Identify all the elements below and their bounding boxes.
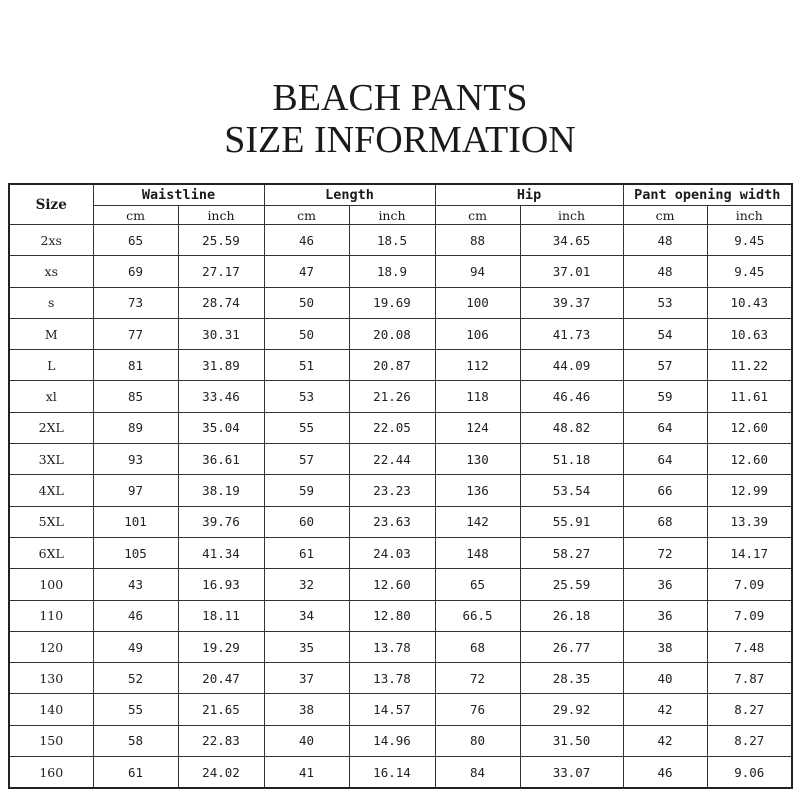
measurement-cell: 55.91 [520,506,623,537]
measurement-cell: 24.02 [178,757,264,789]
size-cell: xs [9,256,93,287]
measurement-cell: 66 [623,475,707,506]
measurement-cell: 25.59 [520,569,623,600]
measurement-cell: 94 [435,256,520,287]
measurement-cell: 61 [93,757,178,789]
measurement-cell: 84 [435,757,520,789]
measurement-cell: 41.34 [178,537,264,568]
measurement-cell: 72 [623,537,707,568]
size-cell: 100 [9,569,93,600]
header-row-groups [9,184,792,206]
measurement-cell: 19.69 [349,287,435,318]
size-cell: 3XL [9,444,93,475]
measurement-cell: 22.44 [349,444,435,475]
measurement-cell: 48 [623,225,707,256]
measurement-cell: 105 [93,537,178,568]
unit-header: cm [623,206,707,225]
measurement-cell: 68 [623,506,707,537]
measurement-cell: 14.57 [349,694,435,725]
measurement-cell: 28.74 [178,287,264,318]
measurement-cell: 48.82 [520,412,623,443]
measurement-cell: 22.05 [349,412,435,443]
measurement-cell: 148 [435,537,520,568]
measurement-cell: 81 [93,350,178,381]
page-title [0,77,800,161]
size-cell: 120 [9,631,93,662]
measurement-cell: 51.18 [520,444,623,475]
size-cell: 150 [9,725,93,756]
measurement-cell: 101 [93,506,178,537]
measurement-cell: 11.61 [707,381,792,412]
measurement-cell: 46 [93,600,178,631]
measurement-cell: 38 [623,631,707,662]
measurement-cell: 29.92 [520,694,623,725]
measurement-cell: 36 [623,600,707,631]
table-row [9,412,792,443]
unit-header: inch [707,206,792,225]
size-cell: 160 [9,757,93,789]
measurement-cell: 39.37 [520,287,623,318]
size-cell: 6XL [9,537,93,568]
measurement-cell: 48 [623,256,707,287]
measurement-cell: 8.27 [707,725,792,756]
measurement-cell: 72 [435,663,520,694]
size-cell: 2xs [9,225,93,256]
measurement-cell: 142 [435,506,520,537]
measurement-cell: 16.93 [178,569,264,600]
measurement-cell: 65 [435,569,520,600]
measurement-cell: 66.5 [435,600,520,631]
title-line-1: BEACH PANTS [272,77,528,119]
measurement-cell: 60 [264,506,349,537]
measurement-cell: 46 [264,225,349,256]
measurement-cell: 12.60 [707,444,792,475]
measurement-cell: 20.87 [349,350,435,381]
measurement-cell: 55 [264,412,349,443]
measurement-cell: 55 [93,694,178,725]
measurement-cell: 26.18 [520,600,623,631]
table-row [9,725,792,756]
measurement-cell: 124 [435,412,520,443]
measurement-cell: 34.65 [520,225,623,256]
measurement-cell: 51 [264,350,349,381]
group-header-length: Length [264,184,435,206]
measurement-cell: 136 [435,475,520,506]
measurement-cell: 16.14 [349,757,435,789]
measurement-cell: 47 [264,256,349,287]
measurement-cell: 14.96 [349,725,435,756]
unit-header: inch [520,206,623,225]
measurement-cell: 52 [93,663,178,694]
measurement-cell: 22.83 [178,725,264,756]
measurement-cell: 41.73 [520,318,623,349]
measurement-cell: 36 [623,569,707,600]
measurement-cell: 100 [435,287,520,318]
table-row [9,225,792,256]
measurement-cell: 23.63 [349,506,435,537]
measurement-cell: 46.46 [520,381,623,412]
measurement-cell: 58.27 [520,537,623,568]
measurement-cell: 9.45 [707,225,792,256]
measurement-cell: 58 [93,725,178,756]
measurement-cell: 31.50 [520,725,623,756]
measurement-cell: 69 [93,256,178,287]
table-row [9,694,792,725]
size-cell: L [9,350,93,381]
measurement-cell: 77 [93,318,178,349]
measurement-cell: 37 [264,663,349,694]
table-row [9,537,792,568]
measurement-cell: 64 [623,412,707,443]
measurement-cell: 25.59 [178,225,264,256]
measurement-cell: 20.08 [349,318,435,349]
measurement-cell: 7.09 [707,600,792,631]
measurement-cell: 36.61 [178,444,264,475]
measurement-cell: 24.03 [349,537,435,568]
title-line-2: SIZE INFORMATION [224,119,576,161]
table-row [9,444,792,475]
measurement-cell: 28.35 [520,663,623,694]
measurement-cell: 18.11 [178,600,264,631]
measurement-cell: 61 [264,537,349,568]
measurement-cell: 85 [93,381,178,412]
measurement-cell: 53 [264,381,349,412]
measurement-cell: 68 [435,631,520,662]
table-row [9,475,792,506]
size-cell: 5XL [9,506,93,537]
table-row [9,381,792,412]
group-header-pant-opening-width: Pant opening width [623,184,792,206]
measurement-cell: 10.63 [707,318,792,349]
measurement-cell: 32 [264,569,349,600]
measurement-cell: 8.27 [707,694,792,725]
measurement-cell: 12.60 [707,412,792,443]
measurement-cell: 89 [93,412,178,443]
measurement-cell: 11.22 [707,350,792,381]
measurement-cell: 26.77 [520,631,623,662]
size-cell: 2XL [9,412,93,443]
measurement-cell: 44.09 [520,350,623,381]
measurement-cell: 21.65 [178,694,264,725]
unit-header: inch [349,206,435,225]
measurement-cell: 13.39 [707,506,792,537]
measurement-cell: 12.99 [707,475,792,506]
measurement-cell: 54 [623,318,707,349]
measurement-cell: 53.54 [520,475,623,506]
measurement-cell: 59 [264,475,349,506]
measurement-cell: 40 [623,663,707,694]
measurement-cell: 46 [623,757,707,789]
measurement-cell: 35.04 [178,412,264,443]
measurement-cell: 19.29 [178,631,264,662]
measurement-cell: 27.17 [178,256,264,287]
measurement-cell: 14.17 [707,537,792,568]
measurement-cell: 7.48 [707,631,792,662]
measurement-cell: 65 [93,225,178,256]
size-cell: 130 [9,663,93,694]
measurement-cell: 57 [264,444,349,475]
table-row [9,663,792,694]
measurement-cell: 112 [435,350,520,381]
table-row [9,506,792,537]
table-row [9,600,792,631]
measurement-cell: 42 [623,694,707,725]
unit-header: cm [435,206,520,225]
header-row-units [9,206,792,225]
measurement-cell: 106 [435,318,520,349]
measurement-cell: 34 [264,600,349,631]
measurement-cell: 76 [435,694,520,725]
measurement-cell: 37.01 [520,256,623,287]
measurement-cell: 33.07 [520,757,623,789]
table-row [9,631,792,662]
size-cell: xl [9,381,93,412]
measurement-cell: 9.06 [707,757,792,789]
table-row [9,287,792,318]
measurement-cell: 23.23 [349,475,435,506]
measurement-cell: 7.09 [707,569,792,600]
table-row [9,350,792,381]
size-cell: 4XL [9,475,93,506]
measurement-cell: 43 [93,569,178,600]
measurement-cell: 59 [623,381,707,412]
measurement-cell: 50 [264,318,349,349]
measurement-cell: 80 [435,725,520,756]
measurement-cell: 118 [435,381,520,412]
size-cell: 110 [9,600,93,631]
table-row [9,757,792,789]
measurement-cell: 130 [435,444,520,475]
measurement-cell: 7.87 [707,663,792,694]
measurement-cell: 12.80 [349,600,435,631]
measurement-cell: 49 [93,631,178,662]
measurement-cell: 21.26 [349,381,435,412]
measurement-cell: 50 [264,287,349,318]
measurement-cell: 10.43 [707,287,792,318]
measurement-cell: 38 [264,694,349,725]
table-row [9,318,792,349]
measurement-cell: 38.19 [178,475,264,506]
measurement-cell: 30.31 [178,318,264,349]
measurement-cell: 93 [93,444,178,475]
size-column-header: Size [9,184,93,225]
measurement-cell: 18.5 [349,225,435,256]
measurement-cell: 9.45 [707,256,792,287]
measurement-cell: 39.76 [178,506,264,537]
measurement-cell: 73 [93,287,178,318]
measurement-cell: 88 [435,225,520,256]
unit-header: inch [178,206,264,225]
table-row [9,569,792,600]
measurement-cell: 13.78 [349,631,435,662]
measurement-cell: 64 [623,444,707,475]
size-cell: s [9,287,93,318]
group-header-hip: Hip [435,184,623,206]
measurement-cell: 53 [623,287,707,318]
table-row [9,256,792,287]
measurement-cell: 57 [623,350,707,381]
unit-header: cm [264,206,349,225]
table-body [9,225,792,789]
measurement-cell: 18.9 [349,256,435,287]
measurement-cell: 97 [93,475,178,506]
measurement-cell: 13.78 [349,663,435,694]
measurement-cell: 20.47 [178,663,264,694]
measurement-cell: 41 [264,757,349,789]
measurement-cell: 35 [264,631,349,662]
size-cell: 140 [9,694,93,725]
measurement-cell: 12.60 [349,569,435,600]
measurement-cell: 42 [623,725,707,756]
measurement-cell: 40 [264,725,349,756]
measurement-cell: 31.89 [178,350,264,381]
size-cell: M [9,318,93,349]
size-chart-table [8,183,793,789]
unit-header: cm [93,206,178,225]
measurement-cell: 33.46 [178,381,264,412]
group-header-waistline: Waistline [93,184,264,206]
